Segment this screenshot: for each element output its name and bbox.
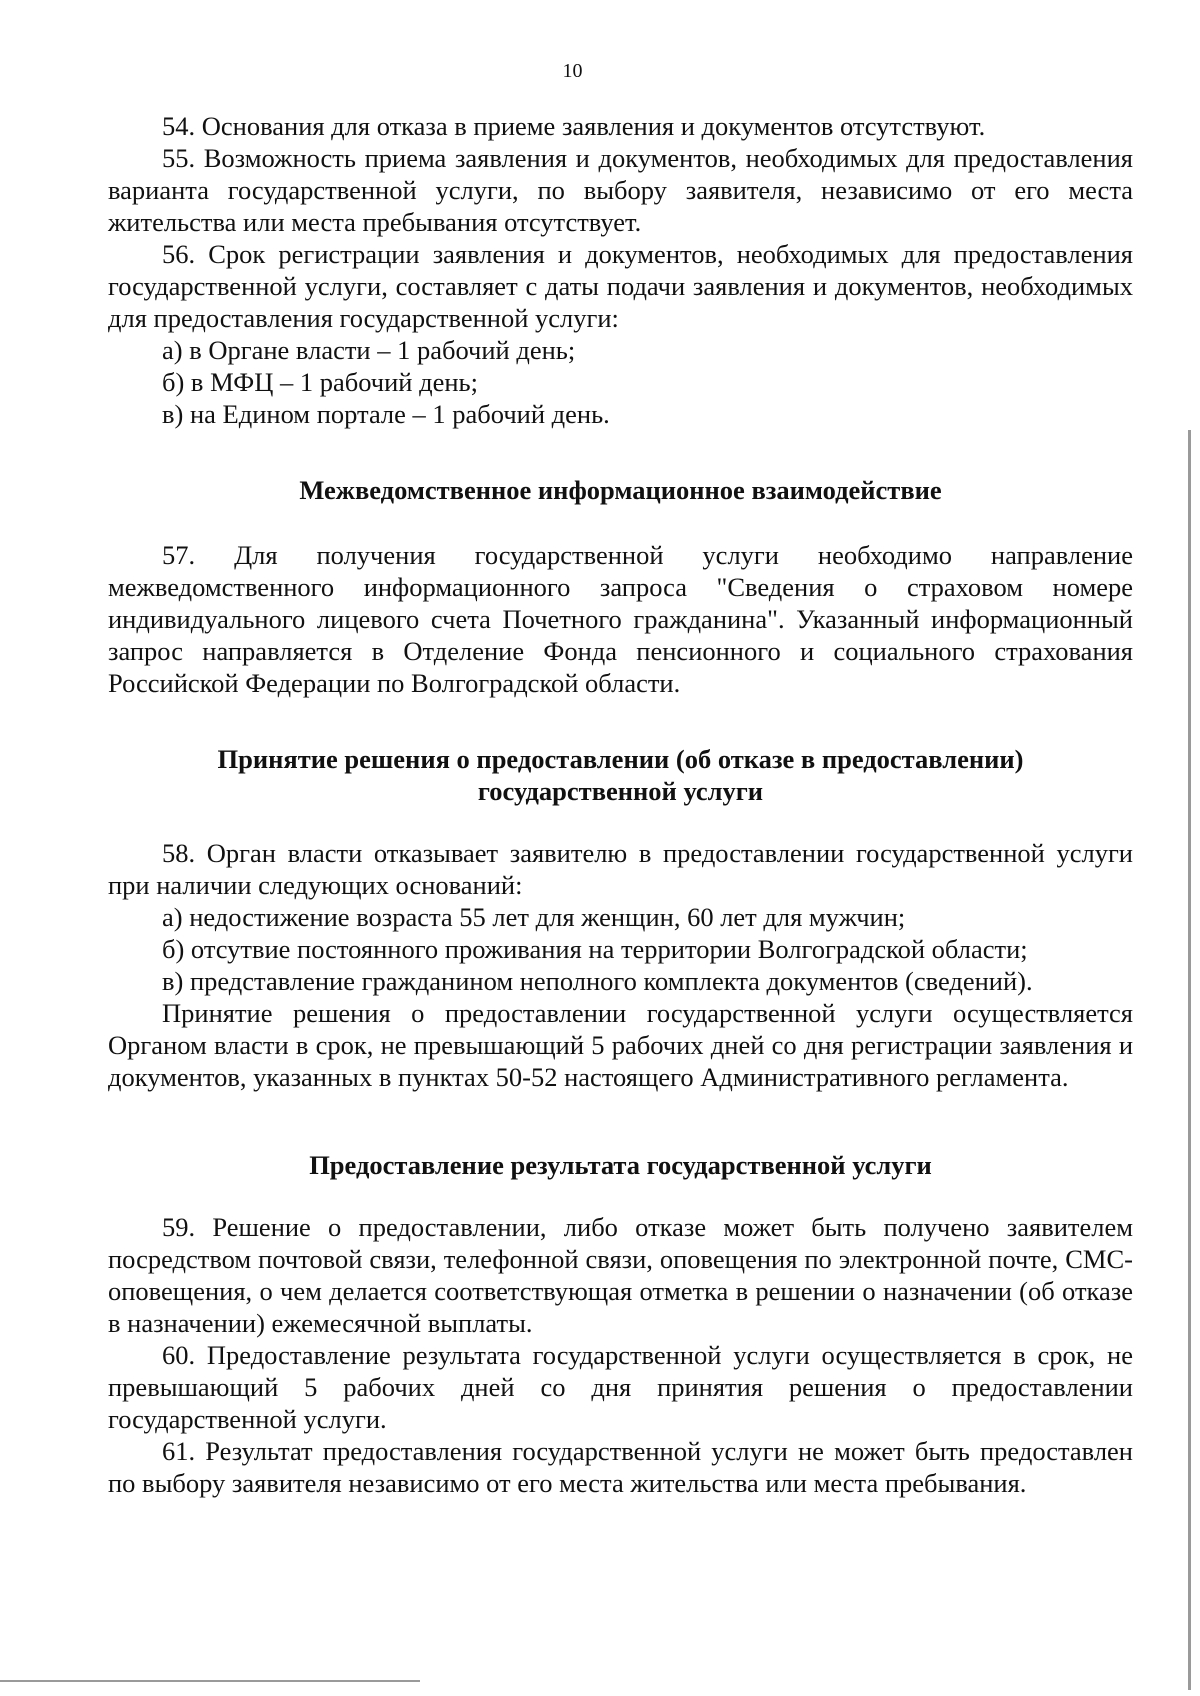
scan-edge-line-bottom: [0, 1680, 420, 1682]
paragraph-61: 61. Результат предоставления государственной услуги не может быть предоставлен по выбору заявителя независимо от его места жительства или места пребывания.: [108, 1436, 1133, 1498]
paragraph-56: 56. Срок регистрации заявления и документов, необходимых для предоставления государственной услуги, составляет с даты подачи заявления и документов, необходимых для предоставления государственной услуги:: [108, 239, 1133, 333]
paragraph-54: 54. Основания для отказа в приеме заявления и документов отсутствуют.: [162, 111, 986, 141]
list-item-56c: в) на Едином портале – 1 рабочий день.: [162, 399, 610, 429]
scan-edge-line-right: [1188, 430, 1191, 1690]
paragraph-58: 58. Орган власти отказывает заявителю в предоставлении государственной услуги при наличии следующих оснований:: [108, 838, 1133, 900]
list-item-58b: б) отсутвие постоянного проживания на территории Волгоградской области;: [162, 934, 1028, 964]
paragraph-55: 55. Возможность приема заявления и документов, необходимых для предоставления варианта государственной услуги, по выбору заявителя, независимо от его места жительства или места пребывания отсутствует.: [108, 143, 1133, 237]
page-number: 10: [562, 60, 583, 82]
section-heading-decision-line2: государственной услуги: [477, 776, 764, 806]
paragraph-57: 57. Для получения государственной услуги необходимо направление межведомственного информационного запроса "Сведения о страховом номере индивидуального лицевого счета Почетного гражданина". Указанный информационный запрос направляется в Отделение Фонда пенсионного и социального страхования Российской Федерации по Волгоградской области.: [108, 540, 1133, 698]
paragraph-58-decision: Принятие решения о предоставлении государственной услуги осуществляется Органом власти в срок, не превышающий 5 рабочих дней со дня регистрации заявления и документов, указанных в пунктах 50-52 настоящего Административного регламента.: [108, 998, 1133, 1092]
paragraph-60: 60. Предоставление результата государственной услуги осуществляется в срок, не превышающий 5 рабочих дней со дня принятия решения о предоставлении государственной услуги.: [108, 1340, 1133, 1434]
list-item-58c: в) представление гражданином неполного комплекта документов (сведений).: [162, 966, 1033, 996]
paragraph-59: 59. Решение о предоставлении, либо отказе может быть получено заявителем посредством почтовой связи, телефонной связи, оповещения по электронной почте, СМС-оповещения, о чем делается соответствующая отметка в решении о назначении (об отказе в назначении) ежемесячной выплаты.: [108, 1212, 1133, 1338]
section-heading-decision-line1: Принятие решения о предоставлении (об отказе в предоставлении): [217, 744, 1024, 774]
list-item-56b: б) в МФЦ – 1 рабочий день;: [162, 367, 478, 397]
section-heading-result: Предоставление результата государственной услуги: [309, 1150, 932, 1180]
list-item-58a: а) недостижение возраста 55 лет для женщин, 60 лет для мужчин;: [162, 902, 906, 932]
list-item-56a: а) в Органе власти – 1 рабочий день;: [162, 335, 576, 365]
section-heading-interagency: Межведомственное информационное взаимодействие: [299, 475, 942, 505]
section-heading-decision: [108, 743, 1133, 807]
document-body: [108, 110, 1133, 1499]
